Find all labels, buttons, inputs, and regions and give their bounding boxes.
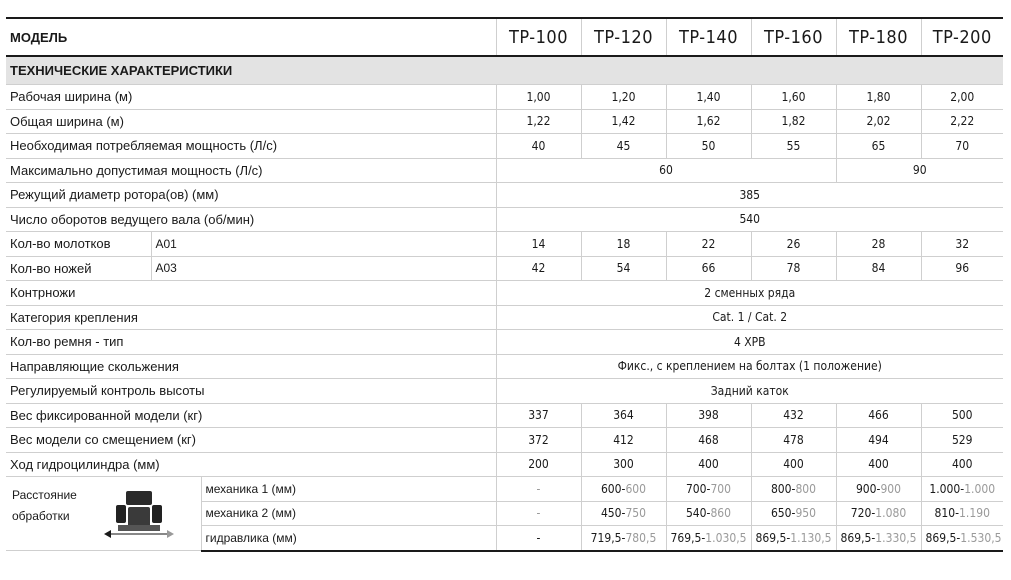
- cell-value-max: 1.190: [959, 506, 990, 521]
- cell-value: 2,02: [836, 109, 921, 134]
- cell-value: 78: [751, 256, 836, 281]
- model-name: TP-140: [666, 18, 751, 56]
- cell-value: 1,40: [666, 85, 751, 110]
- cell-value-max: 1.030,5: [705, 530, 747, 545]
- spec-table: [6, 17, 1003, 552]
- cell-value: [496, 526, 581, 551]
- distance-label-cell: [6, 477, 201, 551]
- row-label: Категория крепления: [6, 305, 496, 330]
- row-height-control: [6, 379, 1003, 404]
- model-name: TP-200: [921, 18, 1003, 56]
- cell-value: 468: [666, 428, 751, 453]
- cell-value-max: 860: [710, 506, 732, 521]
- cell-value: 529: [921, 428, 1003, 453]
- cell-value-min: 869,5-: [840, 530, 876, 545]
- row-label: Число оборотов ведущего вала (об/мин): [6, 207, 496, 232]
- distance-label-block: [6, 477, 201, 547]
- cell-value: Фикс., с креплением на болтах (1 положение): [496, 354, 1003, 379]
- cell-value: 400: [751, 452, 836, 477]
- cell-value: 90: [836, 158, 1003, 183]
- model-name: TP-120: [581, 18, 666, 56]
- cell-value: [581, 526, 666, 551]
- cell-value: [496, 477, 581, 502]
- cell-value-max: 1.000: [964, 481, 996, 496]
- distance-type-label: гидравлика (мм): [201, 526, 496, 551]
- cell-value: Задний каток: [496, 379, 1003, 404]
- row-pto-rpm: [6, 207, 1003, 232]
- cell-value: [836, 501, 921, 526]
- cell-value-max: 700: [710, 481, 732, 496]
- cell-value: 540: [496, 207, 1003, 232]
- cell-value: 364: [581, 403, 666, 428]
- cell-value: 1,60: [751, 85, 836, 110]
- cell-value: 26: [751, 232, 836, 257]
- cell-value: 478: [751, 428, 836, 453]
- cell-value-min: 600-: [600, 481, 626, 496]
- cell-value: 1,82: [751, 109, 836, 134]
- row-label: Кол-во ножей: [6, 256, 151, 281]
- cell-value: 22: [666, 232, 751, 257]
- cell-value: 18: [581, 232, 666, 257]
- cell-value-max: 780,5: [625, 530, 657, 545]
- distance-type-label: механика 2 (мм): [201, 501, 496, 526]
- cell-value: 494: [836, 428, 921, 453]
- cell-value: [921, 526, 1003, 551]
- cell-value: 84: [836, 256, 921, 281]
- cell-value: 42: [496, 256, 581, 281]
- model-name: TP-180: [836, 18, 921, 56]
- header-row: [6, 18, 1003, 56]
- cell-value-min: -: [536, 530, 541, 545]
- cell-value: 2 сменных ряда: [496, 281, 1003, 306]
- cell-value: 54: [581, 256, 666, 281]
- row-distance-mech1: [6, 477, 1003, 502]
- cell-value: 70: [921, 134, 1003, 159]
- cell-value: [836, 526, 921, 551]
- distance-type-label: механика 1 (мм): [201, 477, 496, 502]
- cell-value-min: 869,5-: [925, 530, 961, 545]
- row-hitch-category: [6, 305, 1003, 330]
- cell-value-min: 800-: [770, 481, 796, 496]
- cell-value-min: 700-: [685, 481, 711, 496]
- cell-value-max: 800: [795, 481, 817, 496]
- row-counter-knives: [6, 281, 1003, 306]
- cell-value: 2,22: [921, 109, 1003, 134]
- cell-value: 14: [496, 232, 581, 257]
- cell-value: 50: [666, 134, 751, 159]
- cell-value: 1,80: [836, 85, 921, 110]
- cell-value: 400: [836, 452, 921, 477]
- row-power-max: [6, 158, 1003, 183]
- cell-value-min: 720-: [850, 506, 876, 521]
- cell-value: [666, 477, 751, 502]
- cell-value: 337: [496, 403, 581, 428]
- cell-value: 28: [836, 232, 921, 257]
- cell-value: 1,00: [496, 85, 581, 110]
- cell-value: 32: [921, 232, 1003, 257]
- cell-value: 500: [921, 403, 1003, 428]
- cell-value-min: 869,5-: [755, 530, 791, 545]
- cell-value-min: -: [536, 481, 541, 496]
- row-label: Общая ширина (м): [6, 109, 496, 134]
- part-code: A03: [151, 256, 496, 281]
- cell-value: 1,42: [581, 109, 666, 134]
- cell-value: 372: [496, 428, 581, 453]
- cell-value: 400: [921, 452, 1003, 477]
- part-code: A01: [151, 232, 496, 257]
- cell-value: [836, 477, 921, 502]
- row-label: Необходимая потребляемая мощность (Л/с): [6, 134, 496, 159]
- cell-value: 400: [666, 452, 751, 477]
- section-row: [6, 56, 1003, 85]
- tractor-offset-icon: [104, 487, 174, 543]
- row-rotor-diameter: [6, 183, 1003, 208]
- row-hammers: [6, 232, 1003, 257]
- row-label: Режущий диаметр ротора(ов) (мм): [6, 183, 496, 208]
- cell-value: 4 XPB: [496, 330, 1003, 355]
- cell-value: [751, 526, 836, 551]
- cell-value: 1,22: [496, 109, 581, 134]
- row-weight-offset: [6, 428, 1003, 453]
- row-label: Регулируемый контроль высоты: [6, 379, 496, 404]
- cell-value: 55: [751, 134, 836, 159]
- row-belts: [6, 330, 1003, 355]
- spec-table-body: [6, 18, 1003, 551]
- row-label: Направляющие скольжения: [6, 354, 496, 379]
- row-label: Вес фиксированной модели (кг): [6, 403, 496, 428]
- cell-value: [581, 477, 666, 502]
- cell-value: [666, 526, 751, 551]
- cell-value-min: 540-: [685, 506, 711, 521]
- cell-value: 40: [496, 134, 581, 159]
- cell-value: 300: [581, 452, 666, 477]
- cell-value: 1,62: [666, 109, 751, 134]
- model-name: TP-160: [751, 18, 836, 56]
- cell-value: 96: [921, 256, 1003, 281]
- row-skids: [6, 354, 1003, 379]
- cell-value: [581, 501, 666, 526]
- row-label: Вес модели со смещением (кг): [6, 428, 496, 453]
- cell-value-min: -: [536, 506, 541, 521]
- cell-value: 60: [496, 158, 836, 183]
- cell-value-min: 900-: [855, 481, 881, 496]
- cell-value: [751, 501, 836, 526]
- cell-value-max: 1.330,5: [875, 530, 917, 545]
- cell-value-min: 769,5-: [670, 530, 706, 545]
- cell-value-min: 810-: [934, 506, 960, 521]
- row-total-width: [6, 109, 1003, 134]
- distance-label-line1: Расстояние: [12, 488, 77, 502]
- cell-value: 398: [666, 403, 751, 428]
- cell-value: 2,00: [921, 85, 1003, 110]
- row-cylinder-stroke: [6, 452, 1003, 477]
- cell-value: 200: [496, 452, 581, 477]
- row-label: Максимально допустимая мощность (Л/с): [6, 158, 496, 183]
- cell-value-min: 450-: [600, 506, 626, 521]
- cell-value: [666, 501, 751, 526]
- cell-value: 45: [581, 134, 666, 159]
- cell-value-max: 1.080: [875, 506, 907, 521]
- row-label: Кол-во ремня - тип: [6, 330, 496, 355]
- cell-value-max: 600: [625, 481, 647, 496]
- row-weight-fixed: [6, 403, 1003, 428]
- row-work-width: [6, 85, 1003, 110]
- cell-value: 432: [751, 403, 836, 428]
- cell-value: 412: [581, 428, 666, 453]
- cell-value-max: 1.130,5: [790, 530, 832, 545]
- model-header-label: МОДЕЛЬ: [6, 18, 496, 56]
- cell-value-max: 900: [880, 481, 902, 496]
- cell-value-min: 650-: [770, 506, 796, 521]
- cell-value-min: 1.000-: [929, 481, 965, 496]
- model-name: TP-100: [496, 18, 581, 56]
- row-power-required: [6, 134, 1003, 159]
- cell-value-min: 719,5-: [590, 530, 626, 545]
- cell-value: Cat. 1 / Cat. 2: [496, 305, 1003, 330]
- row-label: Контрножи: [6, 281, 496, 306]
- cell-value: 66: [666, 256, 751, 281]
- cell-value: 385: [496, 183, 1003, 208]
- row-label: Рабочая ширина (м): [6, 85, 496, 110]
- cell-value: 1,20: [581, 85, 666, 110]
- cell-value: [921, 477, 1003, 502]
- row-label: Ход гидроцилиндра (мм): [6, 452, 496, 477]
- cell-value-max: 1.530,5: [960, 530, 1002, 545]
- row-knives: [6, 256, 1003, 281]
- cell-value: 65: [836, 134, 921, 159]
- distance-label-line2: обработки: [12, 509, 70, 523]
- cell-value-max: 950: [795, 506, 817, 521]
- cell-value-max: 750: [625, 506, 647, 521]
- cell-value: [921, 501, 1003, 526]
- row-label: Кол-во молотков: [6, 232, 151, 257]
- cell-value: 466: [836, 403, 921, 428]
- cell-value: [751, 477, 836, 502]
- cell-value: [496, 501, 581, 526]
- section-title: ТЕХНИЧЕСКИЕ ХАРАКТЕРИСТИКИ: [6, 56, 1003, 85]
